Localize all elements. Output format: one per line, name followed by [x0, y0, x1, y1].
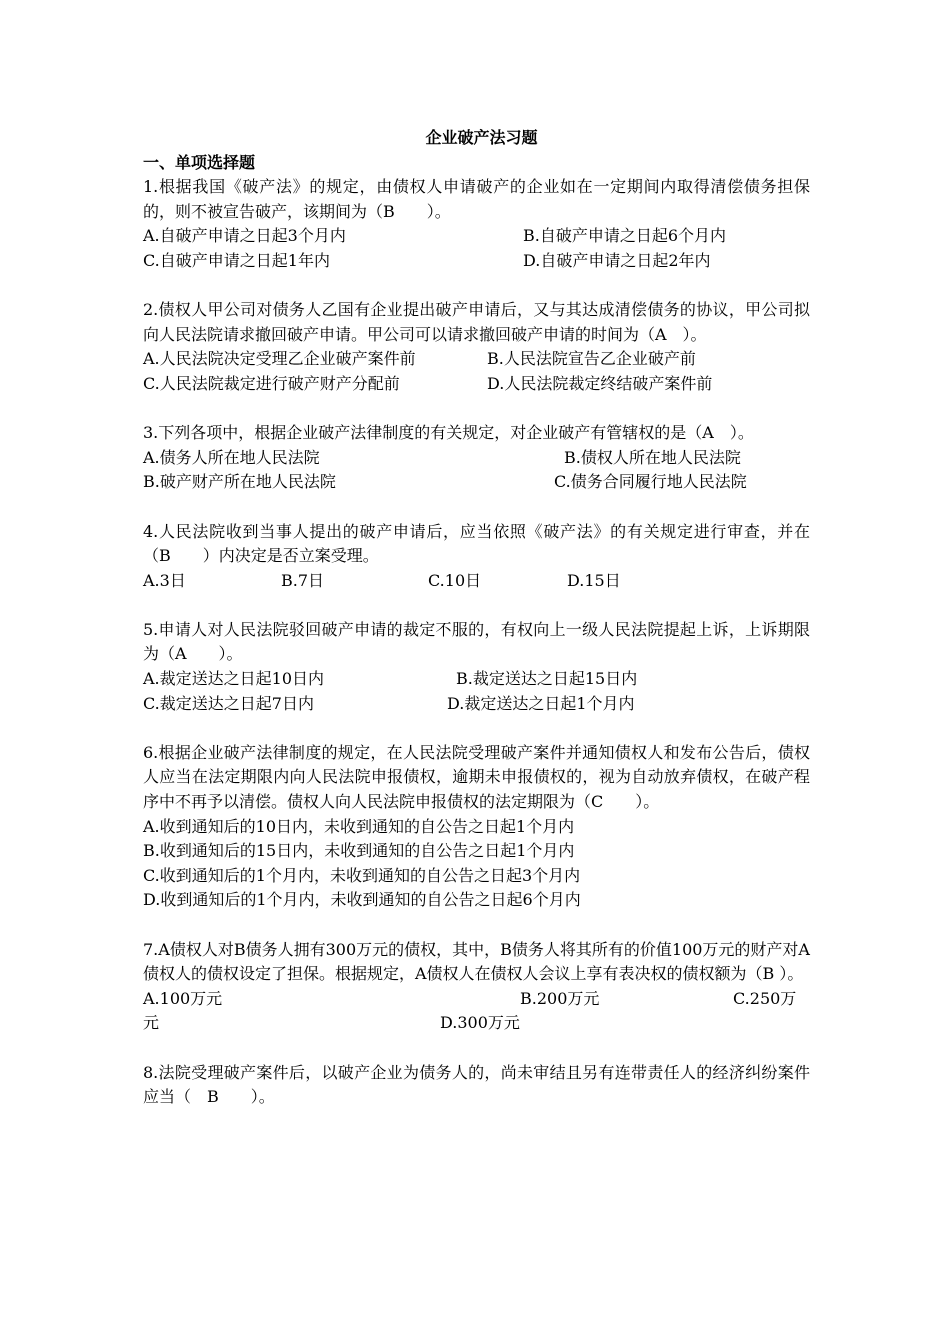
section-heading: 一、单项选择题: [143, 152, 256, 172]
option-b: B.7日: [281, 570, 325, 590]
option-b-2: B.破产财产所在地人民法院: [143, 472, 336, 492]
question-2-options-row-1: [143, 347, 810, 372]
question-1-stem: 1.根据我国《破产法》的规定，由债权人申请破产的企业如在一定期间内取得清偿债务担保的，则不被宣告破产，该期间为（B ）。: [143, 177, 810, 221]
question-5-stem: 5.申请人对人民法院驳回破产申请的裁定不服的，有权向上一级人民法院提起上诉，上诉期限为（A ）。: [143, 619, 810, 664]
option-d: D.裁定送达之日起1个月内: [447, 693, 635, 713]
option-c: C.收到通知后的1个月内，未收到通知的自公告之日起3个月内: [143, 865, 581, 885]
question-8-stem: 8.法院受理破产案件后，以破产企业为债务人的，尚未审结且另有连带责任人的经济纠纷案件应当（ B ）。: [143, 1062, 810, 1107]
option-c: C.裁定送达之日起7日内: [143, 693, 314, 713]
option-a: A.100万元: [143, 988, 223, 1008]
option-b: B.债权人所在地人民法院: [564, 447, 741, 467]
option-b: B.人民法院宣告乙企业破产前: [487, 349, 696, 369]
option-a: A.收到通知后的10日内，未收到通知的自公告之日起1个月内: [143, 816, 575, 836]
question-6-option-d-row: [143, 888, 810, 913]
option-d: D.收到通知后的1个月内，未收到通知的自公告之日起6个月内: [143, 890, 581, 910]
question-6-option-a-row: [143, 815, 810, 840]
question-7-stem: 7.A债权人对B债务人拥有300万元的债权，其中，B债务人将其所有的价值100万元的财产对A债权人的债权设定了担保。根据规定，A债权人在债权人会议上享有表决权的债权额为（B ）。: [143, 939, 810, 984]
question-1-options-row-1: [143, 224, 810, 249]
question-6-option-b-row: [143, 839, 810, 864]
question-3-options-row-2: [143, 470, 810, 495]
option-d: D.人民法院裁定终结破产案件前: [487, 373, 713, 393]
option-b: B.裁定送达之日起15日内: [456, 669, 638, 689]
option-a: A.债务人所在地人民法院: [143, 447, 320, 467]
option-b: B.200万元: [520, 988, 600, 1008]
document-title: 企业破产法习题: [425, 128, 538, 147]
option-c: C.人民法院裁定进行破产财产分配前: [143, 373, 400, 393]
question-4-options-row: [143, 569, 810, 594]
question-3-options-row-1: [143, 446, 810, 471]
question-7-options-row-2: [143, 1011, 810, 1036]
document-page: [143, 126, 810, 1110]
question-3-stem: 3.下列各项中，根据企业破产法律制度的有关规定，对企业破产有管辖权的是（A ）。: [143, 423, 754, 443]
option-c: C.自破产申请之日起1年内: [143, 250, 330, 270]
option-d: D.300万元: [440, 1013, 520, 1033]
question-2-options-row-2: [143, 372, 810, 397]
question-5-options-row-1: [143, 667, 810, 692]
option-a: A.人民法院决定受理乙企业破产案件前: [143, 349, 416, 369]
question-5-options-row-2: [143, 692, 810, 717]
option-c: C.250万: [733, 988, 797, 1008]
question-6-stem: 6.根据企业破产法律制度的规定，在人民法院受理破产案件并通知债权人和发布公告后，债权人应当在法定期限内向人民法院申报债权，逾期未申报债权的，视为自动放弃债权，在破产程序中不再予以清偿。债权人向人民法院申报债权的法定期限为（C ）。: [143, 742, 810, 812]
option-a: A.裁定送达之日起10日内: [143, 669, 325, 689]
option-d: D.自破产申请之日起2年内: [523, 250, 711, 270]
option-b: B.自破产申请之日起6个月内: [523, 226, 727, 246]
question-2-stem: 2.债权人甲公司对债务人乙国有企业提出破产申请后，又与其达成清偿债务的协议，甲公司拟向人民法院请求撤回破产申请。甲公司可以请求撤回破产申请的时间为（A ）。: [143, 300, 810, 344]
question-4-stem: 4.人民法院收到当事人提出的破产申请后，应当依照《破产法》的有关规定进行审查，并在（B ）内决定是否立案受理。: [143, 521, 810, 566]
question-1-options-row-2: [143, 249, 810, 274]
option-c-wrap: 元: [143, 1013, 160, 1033]
question-6-option-c-row: [143, 864, 810, 889]
question-7-options-row-1: [143, 987, 810, 1012]
option-c: C.债务合同履行地人民法院: [554, 472, 747, 492]
option-b: B.收到通知后的15日内，未收到通知的自公告之日起1个月内: [143, 841, 575, 861]
option-c: C.10日: [428, 570, 482, 590]
option-d: D.15日: [567, 570, 621, 590]
option-a: A.3日: [143, 570, 186, 590]
option-a: A.自破产申请之日起3个月内: [143, 226, 346, 246]
